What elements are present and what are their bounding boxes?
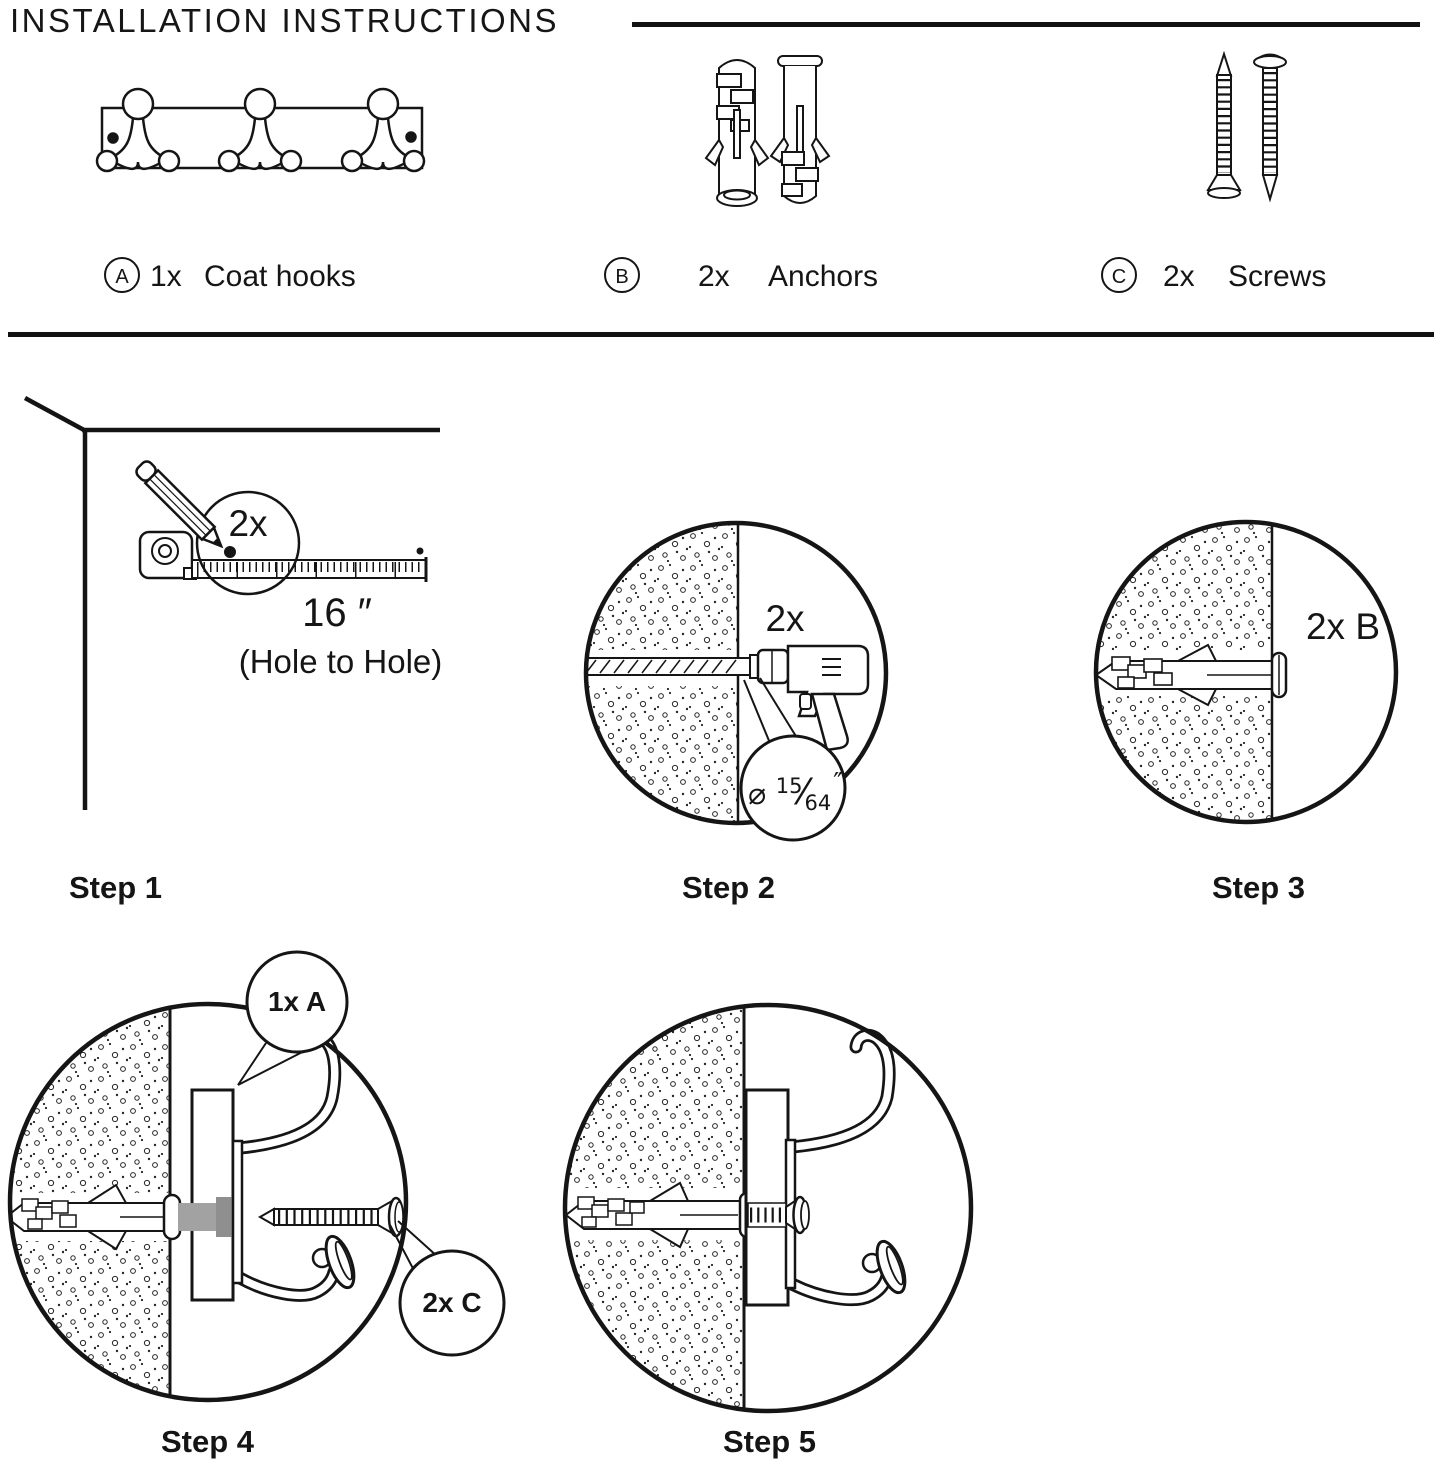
tape-ruler bbox=[192, 557, 426, 582]
screw-head-up bbox=[1254, 55, 1286, 200]
part-a-qty: 1x bbox=[150, 260, 182, 293]
part-c-qty: 2x bbox=[1163, 260, 1195, 293]
fraction-slash: ⁄ bbox=[800, 772, 807, 813]
badge-c: C bbox=[1101, 257, 1137, 293]
step-1-drawing bbox=[0, 360, 470, 815]
step-2-count: 2x bbox=[765, 598, 805, 639]
part-c-name: Screws bbox=[1228, 260, 1327, 293]
screw-tip-up bbox=[1208, 54, 1240, 198]
step-1-count: 2x bbox=[228, 503, 268, 544]
anchor-2 bbox=[771, 56, 829, 203]
section-divider bbox=[8, 332, 1434, 337]
screw-installed bbox=[748, 1197, 809, 1233]
anchors-drawing bbox=[705, 48, 830, 216]
step-4-label: Step 4 bbox=[161, 1424, 255, 1459]
coat-hooks-drawing bbox=[95, 80, 435, 255]
step-4-callout-top: 1x A bbox=[267, 986, 327, 1017]
hook-side-view bbox=[786, 1035, 911, 1299]
diameter-numerator: 15 bbox=[775, 774, 803, 798]
loose-screw bbox=[260, 1198, 403, 1236]
step-3-annotation: 2x B bbox=[1305, 606, 1381, 647]
pencil-mark-left bbox=[224, 546, 236, 558]
step-4-callout-bottom: 2x C bbox=[422, 1287, 482, 1318]
measuring-tape bbox=[140, 532, 196, 579]
step-5-label: Step 5 bbox=[723, 1424, 817, 1459]
screws-drawing bbox=[1198, 48, 1298, 208]
anchor-1 bbox=[706, 60, 768, 206]
step-3-drawing bbox=[1082, 502, 1418, 847]
page-title: INSTALLATION INSTRUCTIONS bbox=[10, 2, 559, 39]
step-5-drawing bbox=[550, 992, 998, 1434]
step-2-label: Step 2 bbox=[682, 870, 776, 905]
step-3-label: Step 3 bbox=[1212, 870, 1306, 905]
hook-side-view bbox=[233, 1035, 360, 1295]
diameter-symbol: ⌀ bbox=[748, 777, 767, 812]
diameter-unit: ″ bbox=[833, 768, 843, 798]
part-b-qty: 2x bbox=[698, 260, 730, 293]
part-a-name: Coat hooks bbox=[204, 260, 356, 293]
rail-screw-hole-left bbox=[109, 134, 118, 143]
wall-section bbox=[550, 992, 746, 1434]
step-1-label: Step 1 bbox=[69, 870, 163, 905]
step-1-note: (Hole to Hole) bbox=[238, 643, 443, 680]
title-rule bbox=[632, 22, 1420, 27]
rail-screw-hole-right bbox=[407, 133, 416, 142]
rail-side-view bbox=[746, 1090, 788, 1305]
badge-b: B bbox=[604, 257, 640, 293]
part-b-name: Anchors bbox=[768, 260, 879, 293]
anchor-flange bbox=[164, 1195, 180, 1239]
diameter-denominator: 64 bbox=[804, 791, 832, 815]
badge-a: A bbox=[104, 257, 140, 293]
drill-diameter bbox=[738, 768, 853, 815]
rail-side-view bbox=[192, 1090, 233, 1300]
drill-bit bbox=[580, 658, 752, 675]
pencil-mark-right bbox=[417, 548, 424, 555]
screw-section-shaft bbox=[178, 1203, 218, 1231]
drill-icon bbox=[750, 646, 868, 750]
step-1-measurement: 16 ″ bbox=[302, 591, 372, 635]
